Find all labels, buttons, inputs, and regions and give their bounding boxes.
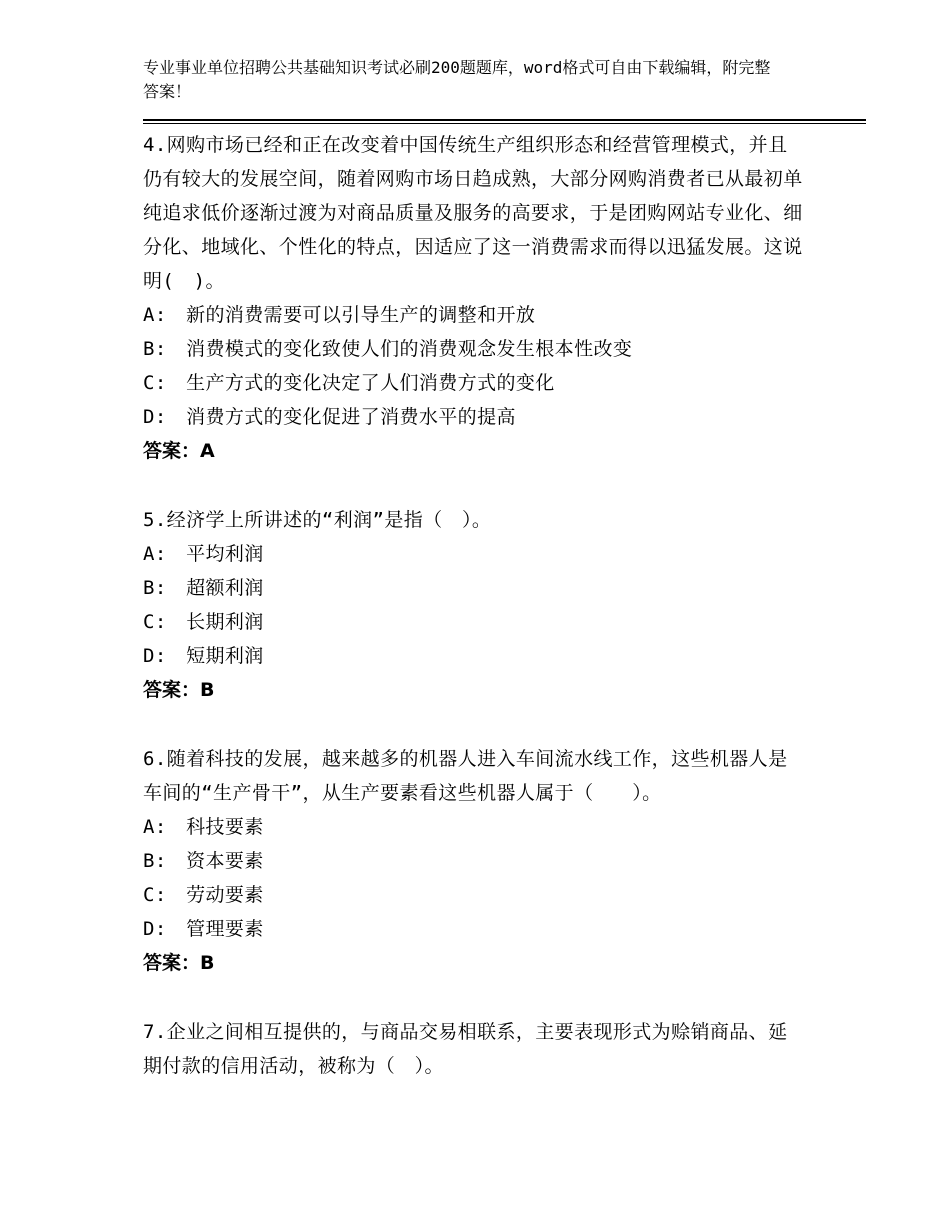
option-b: B: 资本要素: [143, 850, 264, 872]
answer: 答案：A: [143, 440, 215, 462]
header-rule-thin: [143, 123, 866, 124]
spacer: [143, 468, 803, 503]
answer: 答案：B: [143, 679, 215, 701]
question-6: [143, 742, 803, 980]
question-text: 6.随着科技的发展，越来越多的机器人进入车间流水线工作，这些机器人是车间的“生产骨干”，从生产要素看这些机器人属于（ ）。: [143, 748, 788, 804]
answer: 答案：B: [143, 952, 215, 974]
question-list: [143, 128, 803, 1083]
option-d: D: 消费方式的变化促进了消费水平的提高: [143, 406, 516, 428]
spacer: [143, 980, 803, 1015]
option-c: C: 劳动要素: [143, 884, 264, 906]
option-a: A: 新的消费需要可以引导生产的调整和开放: [143, 304, 536, 326]
header-rule-thick: [143, 119, 866, 121]
option-c: C: 长期利润: [143, 611, 264, 633]
option-b: B: 超额利润: [143, 577, 264, 599]
question-text: 5.经济学上所讲述的“利润”是指（ ）。: [143, 509, 492, 531]
question-text: 4.网购市场已经和正在改变着中国传统生产组织形态和经营管理模式，并且仍有较大的发展空间，随着网购市场日趋成熟，大部分网购消费者已从最初单纯追求低价逐渐过渡为对商品质量及服务的高要求，于是团购网站专业化、细分化、地域化、个性化的特点，因适应了这一消费需求而得以迅猛发展。这说明( )。: [143, 134, 803, 292]
option-a: A: 平均利润: [143, 543, 264, 565]
question-4: [143, 128, 803, 468]
header-note: 专业事业单位招聘公共基础知识考试必刷200题题库，word格式可自由下载编辑，附完整答案！: [143, 58, 771, 101]
option-a: A: 科技要素: [143, 816, 264, 838]
question-5: [143, 503, 803, 707]
question-text: 7.企业之间相互提供的，与商品交易相联系，主要表现形式为赊销商品、延期付款的信用活动，被称为（ ）。: [143, 1021, 788, 1077]
option-d: D: 管理要素: [143, 918, 264, 940]
question-7: [143, 1015, 803, 1083]
spacer: [143, 707, 803, 742]
option-d: D: 短期利润: [143, 645, 264, 667]
option-c: C: 生产方式的变化决定了人们消费方式的变化: [143, 372, 555, 394]
option-b: B: 消费模式的变化致使人们的消费观念发生根本性改变: [143, 338, 633, 360]
